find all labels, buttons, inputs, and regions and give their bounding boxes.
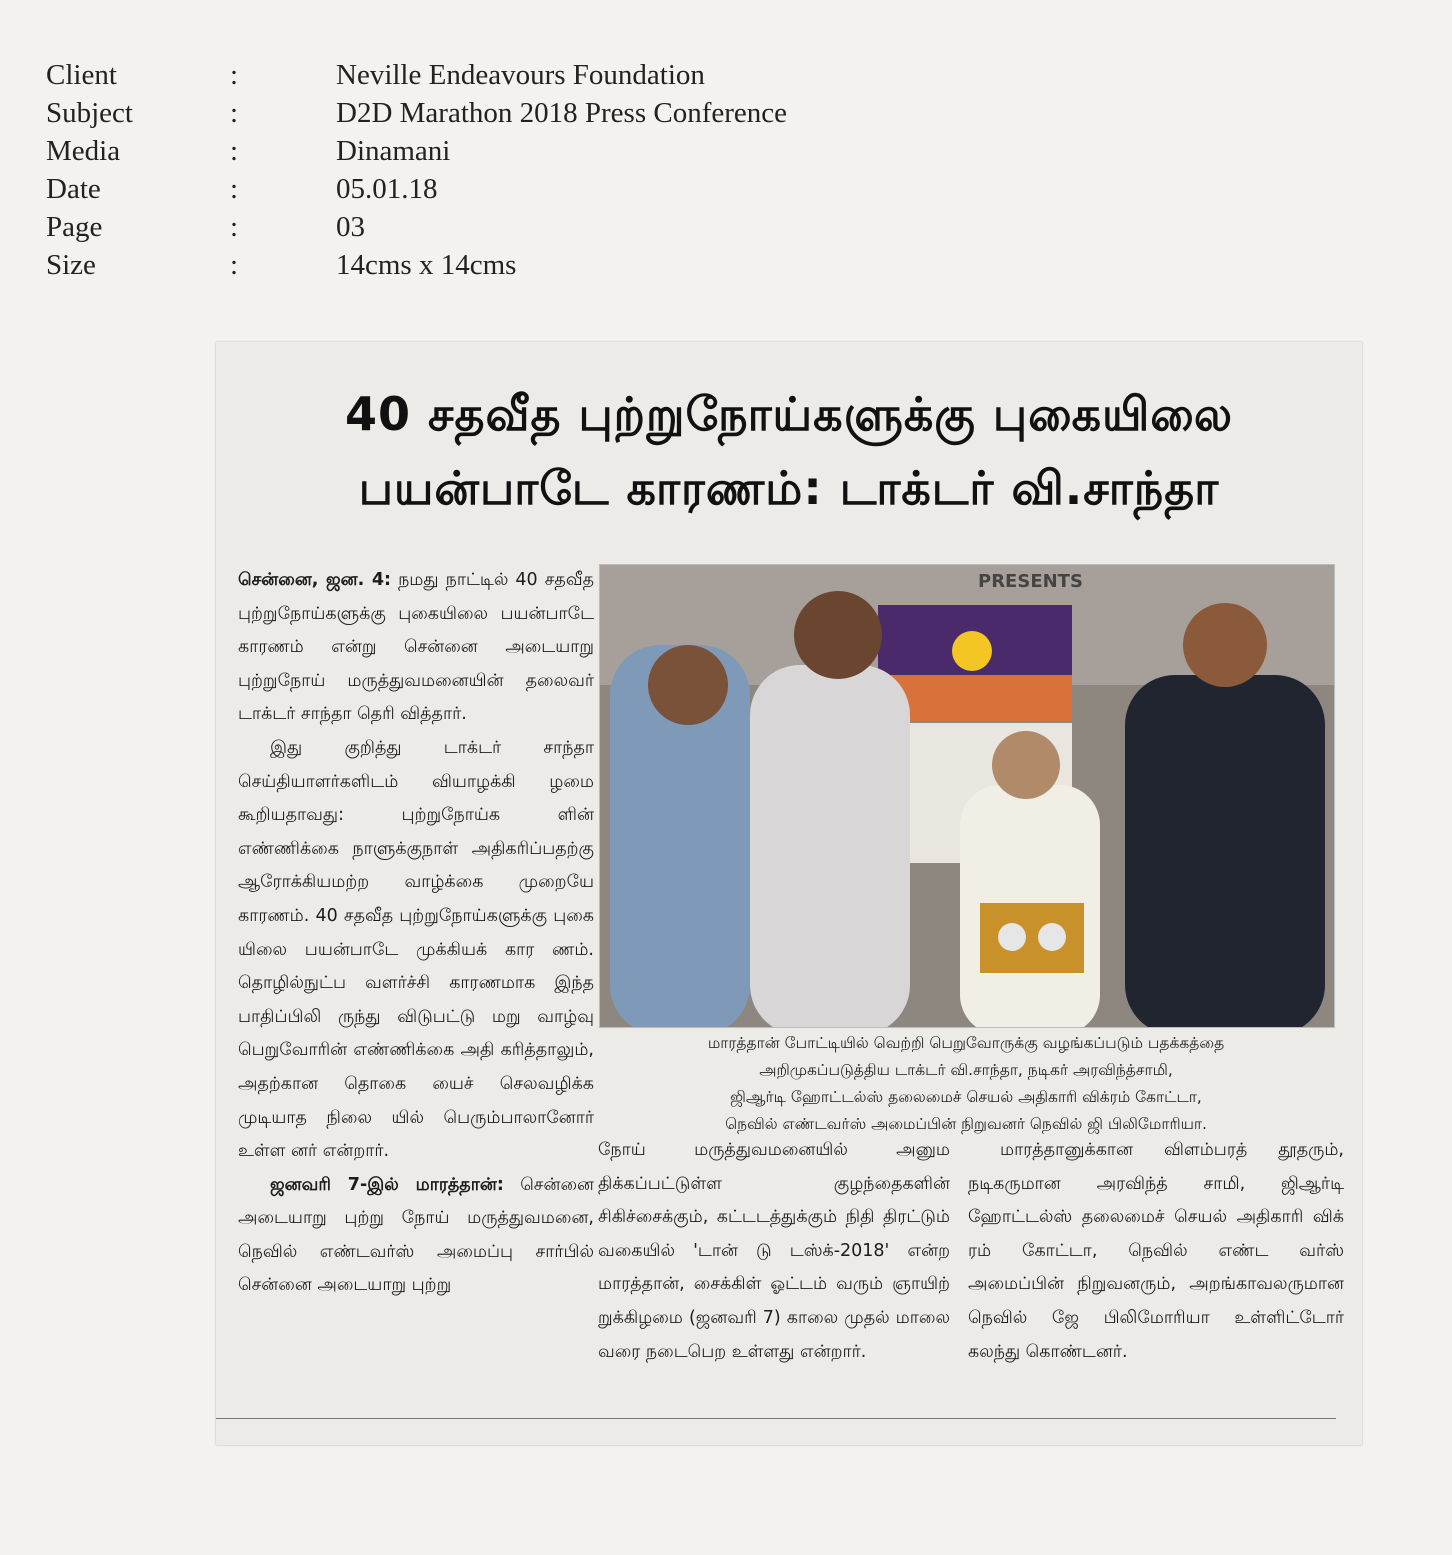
article-paragraph: சென்னை அடையாறு புற்று நோய் மருத்துவமனை, நெவில் எண்டவர்ஸ் அமைப்பு சார்பில் சென்னை அடையாறு புற்று <box>238 1174 594 1296</box>
dateline: சென்னை, ஜன. 4: <box>238 570 392 590</box>
meta-label: Date <box>46 173 101 205</box>
meta-value: Dinamani <box>336 135 451 167</box>
caption-line: ஜிஆர்டி ஹோட்டல்ஸ் தலைமைச் செயல் அதிகாரி விக்ரம் கோட்டா, <box>730 1088 1202 1106</box>
meta-value: 03 <box>336 211 365 243</box>
headline-line-2: பயன்பாடே காரணம்: டாக்டர் வி.சாந்தா <box>358 461 1220 515</box>
caption-line: அறிமுகப்படுத்திய டாக்டர் வி.சாந்தா, நடிகர் அரவிந்த்சாமி, <box>759 1061 1173 1079</box>
meta-label: Client <box>46 59 117 91</box>
person-center-left <box>750 665 910 1027</box>
meta-row-page <box>46 208 787 246</box>
article-column-1 <box>238 564 594 1303</box>
meta-row-client <box>46 56 787 94</box>
meta-label: Page <box>46 211 103 243</box>
article-column-3 <box>968 1134 1344 1369</box>
medal-icon <box>1038 923 1066 951</box>
medal-frame <box>980 903 1084 973</box>
photo-banner-text: PRESENTS <box>978 571 1083 592</box>
newspaper-clipping <box>216 342 1362 1445</box>
caption-line: மாரத்தான் போட்டியில் வெற்றி பெறுவோருக்கு வழங்கப்படும் பதக்கத்தை <box>707 1034 1225 1052</box>
meta-row-size <box>46 246 787 284</box>
medal-icon <box>998 923 1026 951</box>
caption-line: நெவில் எண்டவர்ஸ் அமைப்பின் நிறுவனர் நெவில் ஜி பிலிமோரியா. <box>725 1115 1207 1133</box>
meta-label: Media <box>46 135 121 167</box>
meta-value: D2D Marathon 2018 Press Conference <box>336 97 788 129</box>
sun-icon <box>952 631 992 671</box>
article-photo <box>599 564 1335 1028</box>
meta-row-subject <box>46 94 787 132</box>
meta-row-media <box>46 132 787 170</box>
photo-illustration <box>600 565 1334 1027</box>
article-paragraph: இது குறித்து டாக்டர் சாந்தா செய்தியாளர்களிடம் வியாழக்கி ழமை கூறியதாவது: புற்றுநோய்க ளின் எண்ணிக்கை நாளுக்குநாள் அதிகரிப்பதற்கு ஆரோக்கியமற்ற வாழ்க்கை முறையே காரணம். 40 சதவீத புற்றுநோய்களுக்கு புகை யிலை பயன்பாடே முக்கியக் கார ணம். தொழில்நுட்ப வளர்ச்சி காரணமாக இந்த பாதிப்பிலி ருந்து விடுபட்டு மறு வாழ்வு பெறுவோரின் எண்ணிக்கை அதி கரித்தாலும், அதற்கான தொகை யைச் செலவழிக்க முடியாத நிலை யில் பெரும்பாலானோர் உள்ள னர் என்றார். <box>238 737 594 1162</box>
person-right <box>1125 675 1325 1027</box>
meta-separator: : <box>230 211 239 243</box>
subheading: ஜனவரி 7-இல் மாரத்தான்: <box>270 1174 504 1195</box>
meta-value: Neville Endeavours Foundation <box>336 59 705 91</box>
meta-separator: : <box>230 135 239 167</box>
meta-separator: : <box>230 59 239 91</box>
meta-separator: : <box>230 249 239 281</box>
meta-value: 05.01.18 <box>336 173 438 205</box>
article-paragraph: மாரத்தானுக்கான விளம்பரத் தூதரும், நடிகருமான அரவிந்த் சாமி, ஜிஆர்டி ஹோட்டல்ஸ் தலைமைச் செயல் அதிகாரி விக் ரம் கோட்டா, நெவில் எண்ட வர்ஸ் அமைப்பின் நிறுவனரும், அறங்காவலருமான நெவில் ஜே பிலிமோரியா உள்ளிட்டோர் கலந்து கொண்டனர். <box>968 1140 1344 1362</box>
meta-value: 14cms x 14cms <box>336 249 517 281</box>
meta-label: Size <box>46 249 96 281</box>
meta-row-date <box>46 170 787 208</box>
article-paragraph: நோய் மருத்துவமனையில் அனும திக்கப்பட்டுள்ள குழந்தைகளின் சிகிச்சைக்கும், கட்டடத்துக்கும் நிதி திரட்டும் வகையில் 'டான் டு டஸ்க்-2018' என்ற மாரத்தான், சைக்கிள் ஓட்டம் வரும் ஞாயிற் றுக்கிழமை (ஜனவரி 7) காலை முதல் மாலை வரை நடைபெற உள்ளது என்றார். <box>598 1140 950 1362</box>
meta-label: Subject <box>46 97 133 129</box>
headline-line-1: 40 சதவீத புற்றுநோய்களுக்கு புகையிலை <box>344 387 1234 441</box>
bottom-rule <box>216 1418 1336 1419</box>
clipping-metadata <box>46 56 787 284</box>
photo-caption <box>599 1030 1333 1138</box>
meta-separator: : <box>230 97 239 129</box>
article-column-2 <box>598 1134 950 1369</box>
article-paragraph: நமது நாட்டில் 40 சதவீத புற்றுநோய்களுக்கு புகையிலை பயன்பாடே காரணம் என்று சென்னை அடையாறு புற்றுநோய் மருத்துவமனையின் தலைவர் டாக்டர் சாந்தா தெரி வித்தார். <box>238 570 594 725</box>
meta-separator: : <box>230 173 239 205</box>
